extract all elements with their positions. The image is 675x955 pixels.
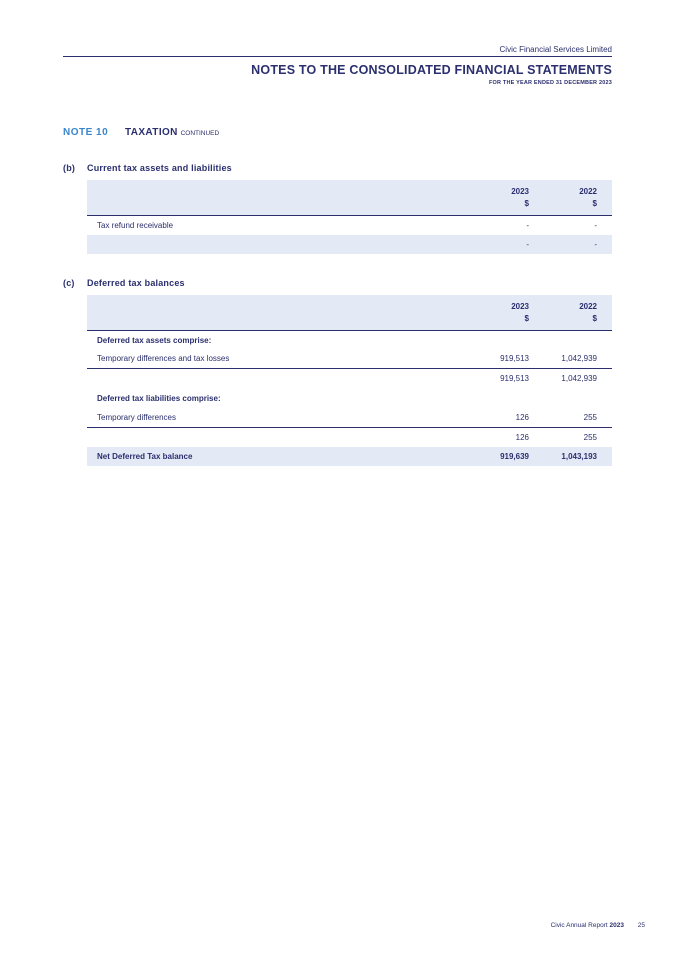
current-tax-table bbox=[87, 180, 612, 254]
value-2023: - bbox=[526, 221, 529, 230]
table-header-row bbox=[87, 295, 612, 331]
total-row bbox=[87, 235, 612, 254]
assets-heading-row bbox=[87, 331, 612, 349]
document-title: NOTES TO THE CONSOLIDATED FINANCIAL STATEMENTS bbox=[251, 63, 612, 77]
footer-report-name: Civic Annual Report bbox=[550, 922, 608, 929]
assets-total-row bbox=[87, 369, 612, 389]
deferred-tax-table bbox=[87, 295, 612, 466]
section-c-heading bbox=[63, 278, 185, 288]
col-2023-header: 2023 $ bbox=[511, 302, 529, 323]
section-b-title: Current tax assets and liabilities bbox=[87, 163, 232, 173]
section-c-letter: (c) bbox=[63, 278, 75, 288]
assets-heading: Deferred tax assets comprise: bbox=[97, 336, 212, 345]
net-total-row bbox=[87, 447, 612, 466]
table-row bbox=[87, 216, 612, 235]
note-continued: CONTINUED bbox=[180, 130, 220, 137]
value-2023: - bbox=[526, 240, 529, 249]
header-divider bbox=[63, 56, 612, 57]
section-b-heading bbox=[63, 163, 232, 173]
table-header-row bbox=[87, 180, 612, 216]
section-c-title: Deferred tax balances bbox=[87, 278, 185, 288]
value-2023: 919,513 bbox=[500, 354, 529, 363]
page-footer bbox=[551, 922, 645, 929]
section-b-letter: (b) bbox=[63, 163, 76, 173]
value-2022: - bbox=[594, 240, 597, 249]
value-2022: 1,042,939 bbox=[561, 354, 597, 363]
value-2023: 126 bbox=[515, 433, 529, 442]
value-2022: 255 bbox=[583, 433, 597, 442]
company-name: Civic Financial Services Limited bbox=[499, 45, 612, 54]
value-2022: 1,042,939 bbox=[561, 374, 597, 383]
value-2023: 919,639 bbox=[500, 452, 529, 461]
value-2023: 126 bbox=[515, 413, 529, 422]
row-label: Tax refund receivable bbox=[97, 221, 174, 230]
liabilities-heading: Deferred tax liabilities comprise: bbox=[97, 394, 221, 403]
value-2022: 255 bbox=[583, 413, 597, 422]
col-2023-header: 2023 $ bbox=[511, 187, 529, 208]
table-row bbox=[87, 408, 612, 428]
row-label: Net Deferred Tax balance bbox=[97, 452, 193, 461]
page-number: 25 bbox=[637, 922, 645, 929]
col-2022-header: 2022 $ bbox=[579, 187, 597, 208]
value-2022: - bbox=[594, 221, 597, 230]
liabilities-heading-row bbox=[87, 389, 612, 408]
row-label: Temporary differences and tax losses bbox=[97, 354, 230, 363]
table-row bbox=[87, 349, 612, 369]
note-heading bbox=[63, 127, 219, 138]
footer-year: 2023 bbox=[609, 922, 624, 929]
note-number: NOTE 10 bbox=[63, 127, 109, 138]
row-label: Temporary differences bbox=[97, 413, 176, 422]
col-2022-header: 2022 $ bbox=[579, 302, 597, 323]
document-subtitle: FOR THE YEAR ENDED 31 DECEMBER 2023 bbox=[488, 80, 612, 86]
liabilities-total-row bbox=[87, 428, 612, 447]
value-2022: 1,043,193 bbox=[561, 452, 597, 461]
value-2023: 919,513 bbox=[500, 374, 529, 383]
note-title: TAXATION bbox=[124, 127, 178, 138]
